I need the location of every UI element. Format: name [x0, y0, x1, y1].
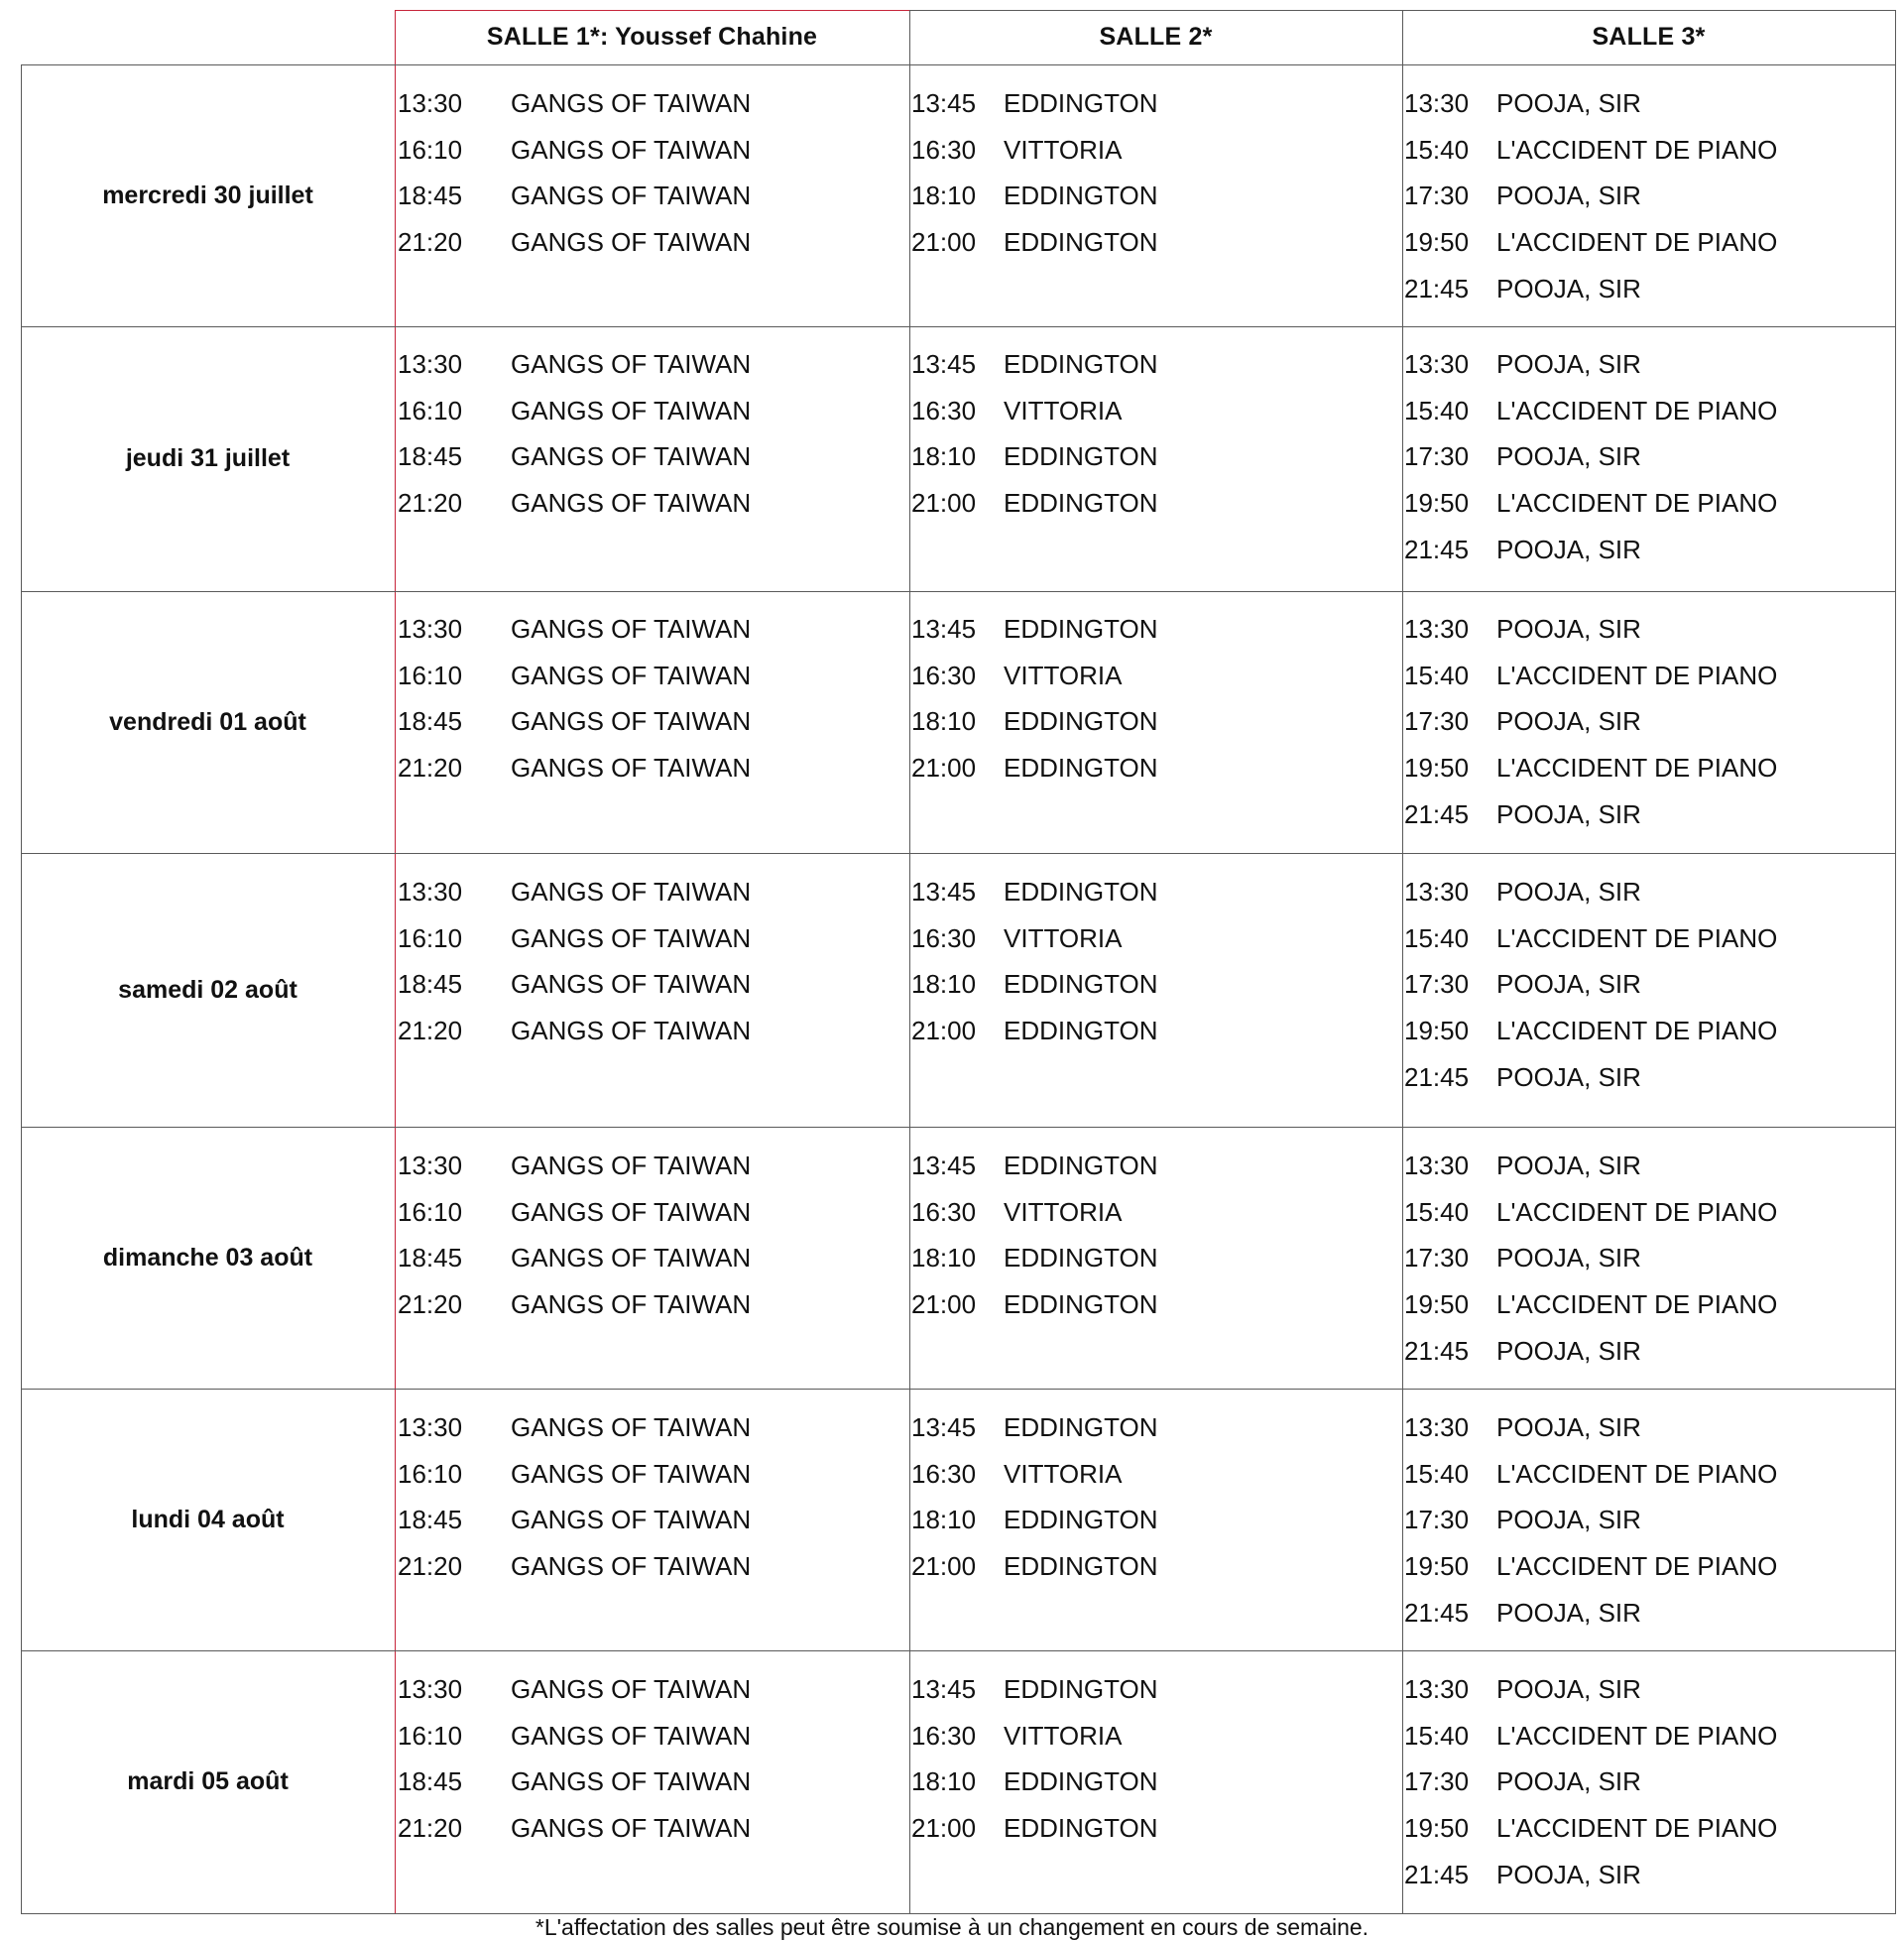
showtime-time: 21:00	[911, 1813, 977, 1844]
showtime-film: EDDINGTON	[1004, 1016, 1158, 1046]
showtime-time: 13:30	[1404, 1674, 1470, 1704]
showtime-entry	[911, 698, 1158, 745]
showtime-time: 17:30	[1404, 1505, 1470, 1535]
showtime-film: POOJA, SIR	[1496, 88, 1641, 118]
showtime-entry	[911, 388, 1123, 434]
showtime-time: 18:10	[911, 1243, 977, 1274]
showtime-entry	[911, 1451, 1123, 1498]
showtime-entry	[911, 480, 1158, 527]
showtime-entry	[1404, 1328, 1641, 1375]
showtime-entry	[911, 961, 1158, 1008]
showtime-entry	[911, 1713, 1123, 1759]
showtime-film: GANGS OF TAIWAN	[511, 969, 752, 1000]
showtime-time: 21:20	[398, 488, 463, 519]
showtime-entry	[911, 1008, 1158, 1054]
showtime-time: 21:20	[398, 227, 463, 258]
footnote: *L'affectation des salles peut être soumise à un changement en cours de semaine.	[535, 1914, 1369, 1940]
showtime-time: 16:10	[398, 395, 463, 425]
showtime-entry	[1404, 961, 1641, 1008]
showtime-entry	[911, 1666, 1158, 1713]
showtime-time: 18:45	[398, 969, 463, 1000]
showtime-film: EDDINGTON	[1004, 227, 1158, 258]
showtime-time: 13:30	[1404, 88, 1470, 118]
showtime-time: 16:10	[398, 1196, 463, 1227]
showtime-time: 13:30	[1404, 1151, 1470, 1180]
showtime-film: GANGS OF TAIWAN	[511, 441, 752, 472]
showtime-entry	[1404, 1451, 1778, 1498]
showtime-film: GANGS OF TAIWAN	[511, 1551, 752, 1582]
showtime-film: GANGS OF TAIWAN	[511, 1458, 752, 1489]
showtime-film: VITTORIA	[1004, 1720, 1123, 1751]
showtime-film: POOJA, SIR	[1496, 273, 1641, 303]
showtime-entry	[1404, 80, 1641, 127]
day-label: jeudi 31 juillet	[125, 444, 291, 472]
showtime-entry	[1404, 606, 1641, 653]
showtime-time: 21:20	[398, 753, 463, 784]
showtime-entry	[1404, 1054, 1641, 1101]
showtime-time: 13:30	[398, 1151, 463, 1180]
showtime-time: 17:30	[1404, 1243, 1470, 1274]
showtime-film: GANGS OF TAIWAN	[511, 706, 752, 737]
showtime-entry	[1404, 1143, 1641, 1189]
showtime-time: 18:45	[398, 706, 463, 737]
showtime-film: GANGS OF TAIWAN	[511, 1196, 752, 1227]
showtime-entry	[398, 1805, 752, 1852]
showtime-entry	[398, 480, 752, 527]
showtime-entry	[398, 219, 752, 266]
showtime-time: 21:00	[911, 1289, 977, 1320]
showtime-time: 21:00	[911, 1551, 977, 1582]
showtime-film: L'ACCIDENT DE PIANO	[1496, 1289, 1778, 1320]
showtime-time: 13:45	[911, 349, 977, 379]
showtime-film: VITTORIA	[1004, 922, 1123, 953]
showtime-entry	[1404, 388, 1778, 434]
day-label: dimanche 03 août	[102, 1243, 313, 1272]
showtime-film: POOJA, SIR	[1496, 1151, 1641, 1180]
showtime-time: 21:00	[911, 1016, 977, 1046]
showtime-film: L'ACCIDENT DE PIANO	[1496, 488, 1778, 519]
showtime-time: 18:45	[398, 1505, 463, 1535]
showtime-film: GANGS OF TAIWAN	[511, 1016, 752, 1046]
showtime-film: POOJA, SIR	[1496, 1505, 1641, 1535]
showtime-time: 18:45	[398, 1766, 463, 1797]
showtime-film: GANGS OF TAIWAN	[511, 1412, 752, 1442]
day-label: vendredi 01 août	[109, 707, 306, 736]
showtime-time: 21:45	[1404, 273, 1470, 303]
showtime-time: 19:50	[1404, 1813, 1470, 1844]
showtime-time: 19:50	[1404, 227, 1470, 258]
showtime-film: VITTORIA	[1004, 1196, 1123, 1227]
showtime-film: GANGS OF TAIWAN	[511, 181, 752, 211]
showtime-time: 16:30	[911, 1458, 977, 1489]
showtime-film: GANGS OF TAIWAN	[511, 1766, 752, 1797]
showtime-entry	[1404, 219, 1778, 266]
showtime-entry	[398, 80, 752, 127]
showtime-entry	[911, 433, 1158, 480]
showtime-time: 15:40	[1404, 922, 1470, 953]
showtime-entry	[911, 80, 1158, 127]
showtime-time: 13:30	[1404, 877, 1470, 907]
showtime-film: GANGS OF TAIWAN	[511, 614, 752, 644]
showtime-entry	[1404, 915, 1778, 962]
showtime-entry	[398, 173, 752, 219]
showtime-film: L'ACCIDENT DE PIANO	[1496, 227, 1778, 258]
showtime-time: 21:20	[398, 1551, 463, 1582]
showtime-entry	[1404, 341, 1641, 388]
showtime-time: 16:10	[398, 134, 463, 165]
showtime-film: L'ACCIDENT DE PIANO	[1496, 1551, 1778, 1582]
showtime-time: 17:30	[1404, 441, 1470, 472]
showtime-film: VITTORIA	[1004, 1458, 1123, 1489]
showtime-time: 13:30	[1404, 1412, 1470, 1442]
header-top-border-accent	[395, 10, 909, 11]
showtime-entry	[398, 1143, 752, 1189]
showtime-film: L'ACCIDENT DE PIANO	[1496, 134, 1778, 165]
showtime-entry	[398, 1235, 752, 1281]
showtime-film: GANGS OF TAIWAN	[511, 1674, 752, 1704]
showtime-time: 18:10	[911, 969, 977, 1000]
showtime-time: 18:45	[398, 181, 463, 211]
showtime-entry	[398, 698, 752, 745]
showtime-film: VITTORIA	[1004, 395, 1123, 425]
showtime-film: POOJA, SIR	[1496, 1766, 1641, 1797]
showtime-film: VITTORIA	[1004, 660, 1123, 690]
showtime-film: EDDINGTON	[1004, 969, 1158, 1000]
showtime-time: 15:40	[1404, 1458, 1470, 1489]
showtime-time: 13:45	[911, 88, 977, 118]
showtime-entry	[911, 127, 1123, 174]
showtime-entry	[1404, 1805, 1778, 1852]
showtime-film: GANGS OF TAIWAN	[511, 1289, 752, 1320]
showtime-entry	[1404, 1713, 1778, 1759]
showtime-time: 21:45	[1404, 534, 1470, 564]
showtime-film: GANGS OF TAIWAN	[511, 88, 752, 118]
showtime-entry	[911, 219, 1158, 266]
showtime-film: EDDINGTON	[1004, 1813, 1158, 1844]
showtime-film: EDDINGTON	[1004, 1766, 1158, 1797]
showtime-film: EDDINGTON	[1004, 1505, 1158, 1535]
showtime-entry	[398, 869, 752, 915]
showtime-entry	[911, 1281, 1158, 1328]
showtime-entry	[398, 606, 752, 653]
showtime-entry	[911, 869, 1158, 915]
showtime-time: 19:50	[1404, 488, 1470, 519]
showtime-film: GANGS OF TAIWAN	[511, 395, 752, 425]
showtime-entry	[911, 341, 1158, 388]
showtime-time: 13:45	[911, 614, 977, 644]
showtime-film: L'ACCIDENT DE PIANO	[1496, 395, 1778, 425]
showtime-entry	[398, 961, 752, 1008]
showtime-time: 18:45	[398, 1243, 463, 1274]
showtime-entry	[1404, 869, 1641, 915]
showtime-time: 15:40	[1404, 134, 1470, 165]
showtime-film: L'ACCIDENT DE PIANO	[1496, 1813, 1778, 1844]
showtime-time: 16:30	[911, 922, 977, 953]
header-room-1: SALLE 1*: Youssef Chahine	[486, 23, 818, 51]
showtime-time: 13:30	[398, 1412, 463, 1442]
showtime-film: POOJA, SIR	[1496, 798, 1641, 829]
showtime-film: L'ACCIDENT DE PIANO	[1496, 753, 1778, 784]
showtime-entry	[398, 1189, 752, 1236]
showtime-entry	[1404, 1235, 1641, 1281]
showtime-film: POOJA, SIR	[1496, 1243, 1641, 1274]
showtime-entry	[1404, 653, 1778, 699]
showtime-film: EDDINGTON	[1004, 1412, 1158, 1442]
showtime-film: POOJA, SIR	[1496, 1335, 1641, 1366]
showtime-time: 21:00	[911, 488, 977, 519]
showtime-entry	[1404, 127, 1778, 174]
showtime-entry	[398, 1759, 752, 1805]
showtime-time: 13:45	[911, 1412, 977, 1442]
showtime-entry	[911, 653, 1123, 699]
showtime-film: L'ACCIDENT DE PIANO	[1496, 1458, 1778, 1489]
showtime-film: POOJA, SIR	[1496, 441, 1641, 472]
showtime-time: 15:40	[1404, 395, 1470, 425]
showtime-film: GANGS OF TAIWAN	[511, 488, 752, 519]
column-divider-3	[1402, 10, 1403, 1914]
showtime-time: 13:30	[398, 614, 463, 644]
showtime-film: POOJA, SIR	[1496, 1597, 1641, 1628]
showtime-time: 13:30	[398, 349, 463, 379]
showtime-entry	[1404, 433, 1641, 480]
showtime-time: 13:30	[398, 1674, 463, 1704]
showtime-entry	[398, 1281, 752, 1328]
showtime-time: 18:10	[911, 1766, 977, 1797]
showtime-time: 21:45	[1404, 1335, 1470, 1366]
showtime-entry	[398, 341, 752, 388]
showtime-film: GANGS OF TAIWAN	[511, 1505, 752, 1535]
showtime-entry	[1404, 173, 1641, 219]
showtime-time: 21:45	[1404, 1859, 1470, 1889]
showtime-time: 21:00	[911, 753, 977, 784]
showtime-time: 13:30	[1404, 614, 1470, 644]
showtime-entry	[911, 915, 1123, 962]
showtime-entry	[1404, 1590, 1641, 1637]
column-divider-2	[909, 10, 910, 1914]
showtime-film: L'ACCIDENT DE PIANO	[1496, 660, 1778, 690]
showtime-entry	[1404, 1543, 1778, 1590]
showtime-film: POOJA, SIR	[1496, 614, 1641, 644]
day-label: mercredi 30 juillet	[102, 181, 313, 209]
showtime-film: GANGS OF TAIWAN	[511, 1243, 752, 1274]
showtime-time: 16:30	[911, 395, 977, 425]
showtime-film: GANGS OF TAIWAN	[511, 922, 752, 953]
showtime-film: L'ACCIDENT DE PIANO	[1496, 1720, 1778, 1751]
showtime-film: GANGS OF TAIWAN	[511, 349, 752, 379]
showtime-time: 18:10	[911, 441, 977, 472]
showtime-film: POOJA, SIR	[1496, 1859, 1641, 1889]
showtime-time: 21:45	[1404, 1061, 1470, 1092]
showtime-entry	[1404, 698, 1641, 745]
showtime-entry	[1404, 1404, 1641, 1451]
showtime-entry	[1404, 1759, 1641, 1805]
showtime-film: POOJA, SIR	[1496, 1674, 1641, 1704]
showtime-time: 19:50	[1404, 1289, 1470, 1320]
showtime-entry	[398, 1451, 752, 1498]
showtime-time: 17:30	[1404, 706, 1470, 737]
showtime-time: 15:40	[1404, 1196, 1470, 1227]
showtime-film: GANGS OF TAIWAN	[511, 1151, 752, 1180]
showtime-entry	[1404, 1666, 1641, 1713]
showtime-film: EDDINGTON	[1004, 1151, 1158, 1180]
showtime-time: 16:30	[911, 1196, 977, 1227]
showtime-entry	[398, 433, 752, 480]
showtime-time: 16:30	[911, 134, 977, 165]
showtime-entry	[398, 1666, 752, 1713]
showtime-time: 15:40	[1404, 1720, 1470, 1751]
showtime-time: 15:40	[1404, 660, 1470, 690]
showtime-entry	[1404, 745, 1778, 791]
showtime-entry	[911, 1404, 1158, 1451]
showtime-film: GANGS OF TAIWAN	[511, 660, 752, 690]
showtime-time: 18:10	[911, 181, 977, 211]
showtime-film: POOJA, SIR	[1496, 181, 1641, 211]
showtime-entry	[398, 1713, 752, 1759]
showtime-time: 21:45	[1404, 798, 1470, 829]
showtime-time: 21:45	[1404, 1597, 1470, 1628]
showtime-film: EDDINGTON	[1004, 488, 1158, 519]
showtime-entry	[1404, 266, 1641, 312]
showtime-entry	[398, 127, 752, 174]
showtime-film: EDDINGTON	[1004, 1243, 1158, 1274]
showtime-entry	[911, 1497, 1158, 1543]
showtime-entry	[398, 653, 752, 699]
table-right-border	[1895, 10, 1896, 1914]
showtime-film: POOJA, SIR	[1496, 1061, 1641, 1092]
showtime-time: 13:45	[911, 877, 977, 907]
showtime-entry	[1404, 1189, 1778, 1236]
showtime-time: 19:50	[1404, 1551, 1470, 1582]
showtime-film: POOJA, SIR	[1496, 534, 1641, 564]
showtime-film: L'ACCIDENT DE PIANO	[1496, 1016, 1778, 1046]
showtime-entry	[398, 915, 752, 962]
showtime-entry	[911, 745, 1158, 791]
showtime-time: 13:30	[398, 877, 463, 907]
showtime-film: EDDINGTON	[1004, 1674, 1158, 1704]
showtime-film: GANGS OF TAIWAN	[511, 1720, 752, 1751]
showtime-time: 17:30	[1404, 969, 1470, 1000]
showtime-film: VITTORIA	[1004, 134, 1123, 165]
showtime-film: POOJA, SIR	[1496, 969, 1641, 1000]
showtime-film: POOJA, SIR	[1496, 877, 1641, 907]
showtime-film: GANGS OF TAIWAN	[511, 227, 752, 258]
showtime-entry	[1404, 480, 1778, 527]
showtime-entry	[398, 1008, 752, 1054]
showtime-film: EDDINGTON	[1004, 88, 1158, 118]
showtime-time: 16:30	[911, 660, 977, 690]
showtime-time: 16:30	[911, 1720, 977, 1751]
showtime-film: EDDINGTON	[1004, 349, 1158, 379]
day-label: lundi 04 août	[131, 1505, 285, 1533]
showtime-time: 21:20	[398, 1289, 463, 1320]
showtime-time: 18:10	[911, 1505, 977, 1535]
showtime-film: POOJA, SIR	[1496, 1412, 1641, 1442]
showtime-time: 16:10	[398, 922, 463, 953]
showtime-entry	[911, 1235, 1158, 1281]
showtime-entry	[1404, 527, 1641, 573]
showtime-film: EDDINGTON	[1004, 1551, 1158, 1582]
showtime-time: 21:00	[911, 227, 977, 258]
showtime-entry	[1404, 1497, 1641, 1543]
showtime-time: 21:20	[398, 1016, 463, 1046]
showtime-time: 13:45	[911, 1151, 977, 1180]
showtime-film: GANGS OF TAIWAN	[511, 753, 752, 784]
showtime-film: EDDINGTON	[1004, 441, 1158, 472]
showtime-time: 13:45	[911, 1674, 977, 1704]
showtime-film: EDDINGTON	[1004, 753, 1158, 784]
header-room-2: SALLE 2*	[1099, 23, 1213, 51]
showtime-entry	[911, 1143, 1158, 1189]
showtime-entry	[398, 745, 752, 791]
showtime-entry	[911, 1805, 1158, 1852]
showtime-entry	[911, 1759, 1158, 1805]
showtime-entry	[398, 388, 752, 434]
showtime-time: 21:20	[398, 1813, 463, 1844]
showtime-entry	[911, 1189, 1123, 1236]
showtime-time: 19:50	[1404, 753, 1470, 784]
showtime-time: 19:50	[1404, 1016, 1470, 1046]
showtime-film: EDDINGTON	[1004, 181, 1158, 211]
showtime-time: 18:45	[398, 441, 463, 472]
showtime-entry	[398, 1497, 752, 1543]
header-room-3: SALLE 3*	[1592, 23, 1706, 51]
showtime-time: 16:10	[398, 660, 463, 690]
showtime-entry	[911, 606, 1158, 653]
showtime-film: POOJA, SIR	[1496, 349, 1641, 379]
day-label: samedi 02 août	[118, 975, 298, 1004]
showtime-entry	[1404, 1281, 1778, 1328]
showtime-film: GANGS OF TAIWAN	[511, 1813, 752, 1844]
showtime-time: 17:30	[1404, 1766, 1470, 1797]
showtime-time: 13:30	[1404, 349, 1470, 379]
showtime-film: EDDINGTON	[1004, 706, 1158, 737]
showtime-time: 16:10	[398, 1720, 463, 1751]
showtime-entry	[1404, 1008, 1778, 1054]
showtime-entry	[398, 1543, 752, 1590]
showtime-entry	[1404, 791, 1641, 838]
showtime-time: 18:10	[911, 706, 977, 737]
showtime-time: 17:30	[1404, 181, 1470, 211]
showtime-film: POOJA, SIR	[1496, 706, 1641, 737]
showtime-time: 13:30	[398, 88, 463, 118]
column-divider-accent	[395, 10, 396, 1914]
showtime-film: EDDINGTON	[1004, 877, 1158, 907]
showtime-entry	[398, 1404, 752, 1451]
showtime-film: EDDINGTON	[1004, 1289, 1158, 1320]
showtime-time: 16:10	[398, 1458, 463, 1489]
showtime-film: EDDINGTON	[1004, 614, 1158, 644]
showtime-entry	[1404, 1852, 1641, 1898]
showtime-film: GANGS OF TAIWAN	[511, 134, 752, 165]
showtime-film: L'ACCIDENT DE PIANO	[1496, 922, 1778, 953]
showtime-entry	[911, 1543, 1158, 1590]
day-label: mardi 05 août	[127, 1767, 289, 1795]
showtime-film: L'ACCIDENT DE PIANO	[1496, 1196, 1778, 1227]
showtime-entry	[911, 173, 1158, 219]
showtime-film: GANGS OF TAIWAN	[511, 877, 752, 907]
